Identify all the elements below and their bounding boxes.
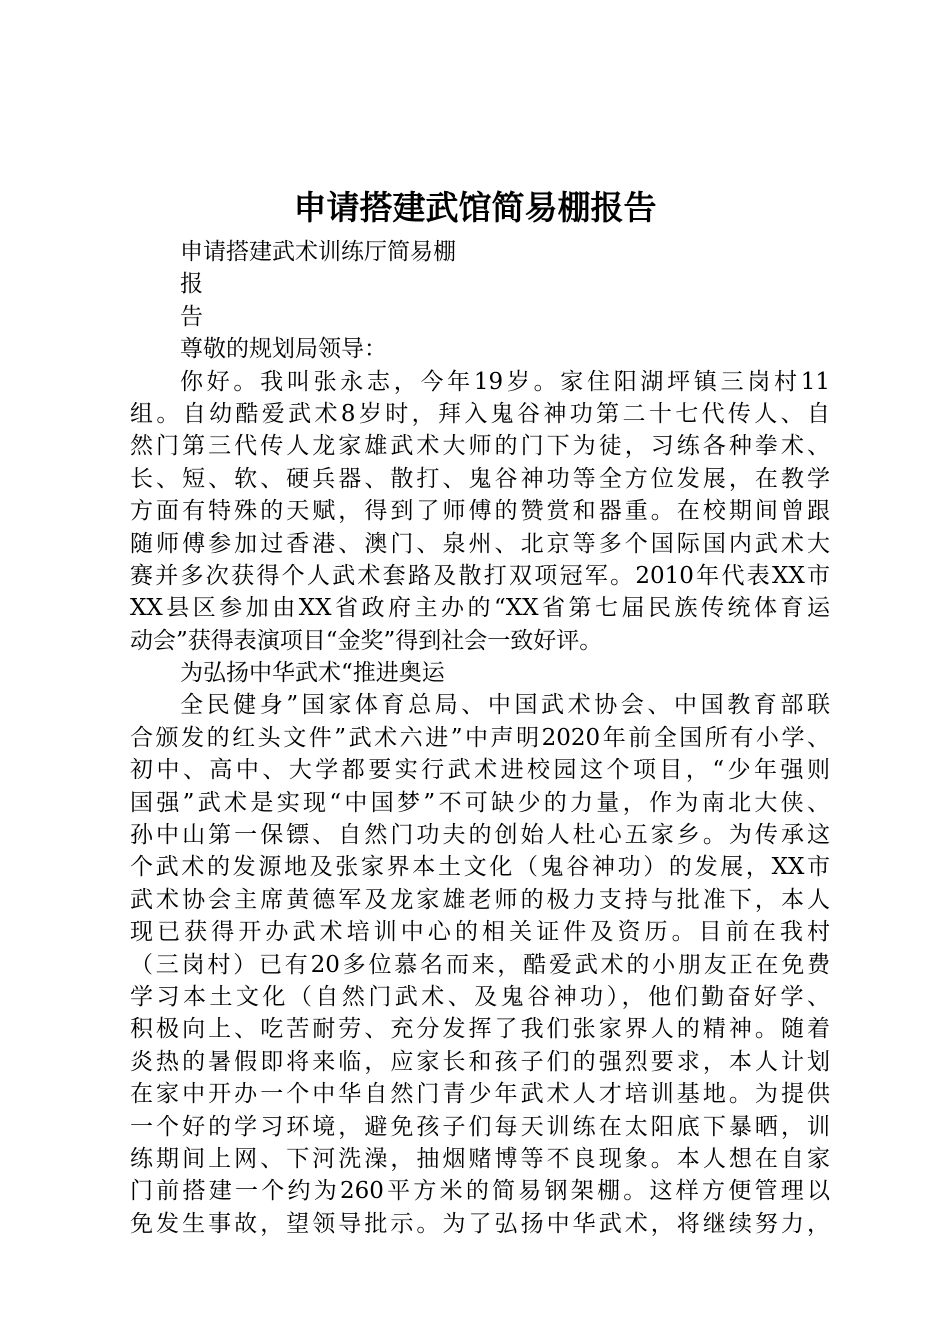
paragraph-line: 一个好的学习环境，避免孩子们每天训练在太阳底下暴晒，训 — [130, 1113, 830, 1140]
paragraph-line: 孙中山第一保镖、自然门功夫的创始人杜心五家乡。为传承这 — [130, 822, 830, 849]
paragraph-line: 在家中开办一个中华自然门青少年武术人才培训基地。为提供 — [130, 1081, 830, 1108]
paragraph-line: 组。自幼酷爱武术8岁时，拜入鬼谷神功第二十七代传人、自 — [130, 400, 830, 427]
paragraph-line: 全民健身”国家体育总局、中国武术协会、中国教育部联 — [180, 692, 830, 719]
paragraph-line: 方面有特殊的天赋，得到了师傅的赞赏和器重。在校期间曾跟 — [130, 498, 830, 525]
paragraph-line: 合颁发的红头文件”武术六进”中声明2020年前全国所有小学、 — [130, 724, 830, 751]
paragraph-line: 动会”获得表演项目“金奖”得到社会一致好评。 — [130, 627, 603, 654]
paragraph-line: 练期间上网、下河洗澡，抽烟赌博等不良现象。本人想在自家 — [130, 1145, 830, 1172]
paragraph-line: 免发生事故，望领导批示。为了弘扬中华武术，将继续努力， — [130, 1210, 830, 1237]
paragraph-line: 你好。我叫张永志，今年19岁。家住阳湖坪镇三岗村11 — [180, 368, 830, 395]
paragraph-line: 个武术的发源地及张家界本土文化（鬼谷神功）的发展，XX市 — [130, 854, 830, 881]
document-body — [130, 236, 830, 1240]
subtitle-line: 报 — [180, 271, 203, 298]
paragraph-line: 武术协会主席黄德军及龙家雄老师的极力支持与批准下，本人 — [130, 886, 830, 913]
paragraph-line: 为弘扬中华武术“推进奥运 — [180, 660, 445, 687]
paragraph-line: XX县区参加由XX省政府主办的“XX省第七届民族传统体育运 — [130, 595, 830, 622]
paragraph-line: 随师傅参加过香港、澳门、泉州、北京等多个国际国内武术大 — [130, 530, 830, 557]
paragraph-line: 积极向上、吃苦耐劳、充分发挥了我们张家界人的精神。随着 — [130, 1016, 830, 1043]
paragraph-line: （三岗村）已有20多位慕名而来，酷爱武术的小朋友正在免费 — [130, 951, 830, 978]
paragraph-line: 炎热的暑假即将来临，应家长和孩子们的强烈要求，本人计划 — [130, 1048, 830, 1075]
paragraph-line: 初中、高中、大学都要实行武术进校园这个项目，“少年强则 — [130, 757, 830, 784]
salutation-line: 尊敬的规划局领导： — [180, 336, 387, 363]
paragraph-line: 长、短、软、硬兵器、散打、鬼谷神功等全方位发展，在教学 — [130, 465, 830, 492]
subtitle-line: 申请搭建武术训练厅简易棚 — [180, 239, 456, 265]
document-title: 申请搭建武馆简易棚报告 — [293, 188, 657, 227]
paragraph-line: 国强”武术是实现“中国梦”不可缺少的力量，作为南北大侠、 — [130, 789, 830, 816]
paragraph-line: 然门第三代传人龙家雄武术大师的门下为徒，习练各种拳术、 — [130, 433, 830, 460]
paragraph-line: 学习本土文化（自然门武术、及鬼谷神功），他们勤奋好学、 — [130, 983, 830, 1010]
subtitle-line: 告 — [180, 303, 203, 330]
paragraph-line: 现已获得开办武术培训中心的相关证件及资历。目前在我村 — [130, 919, 830, 946]
paragraph-line: 赛并多次获得个人武术套路及散打双项冠军。2010年代表XX市 — [130, 562, 830, 589]
paragraph-line: 门前搭建一个约为260平方米的简易钢架棚。这样方便管理以 — [130, 1178, 830, 1205]
